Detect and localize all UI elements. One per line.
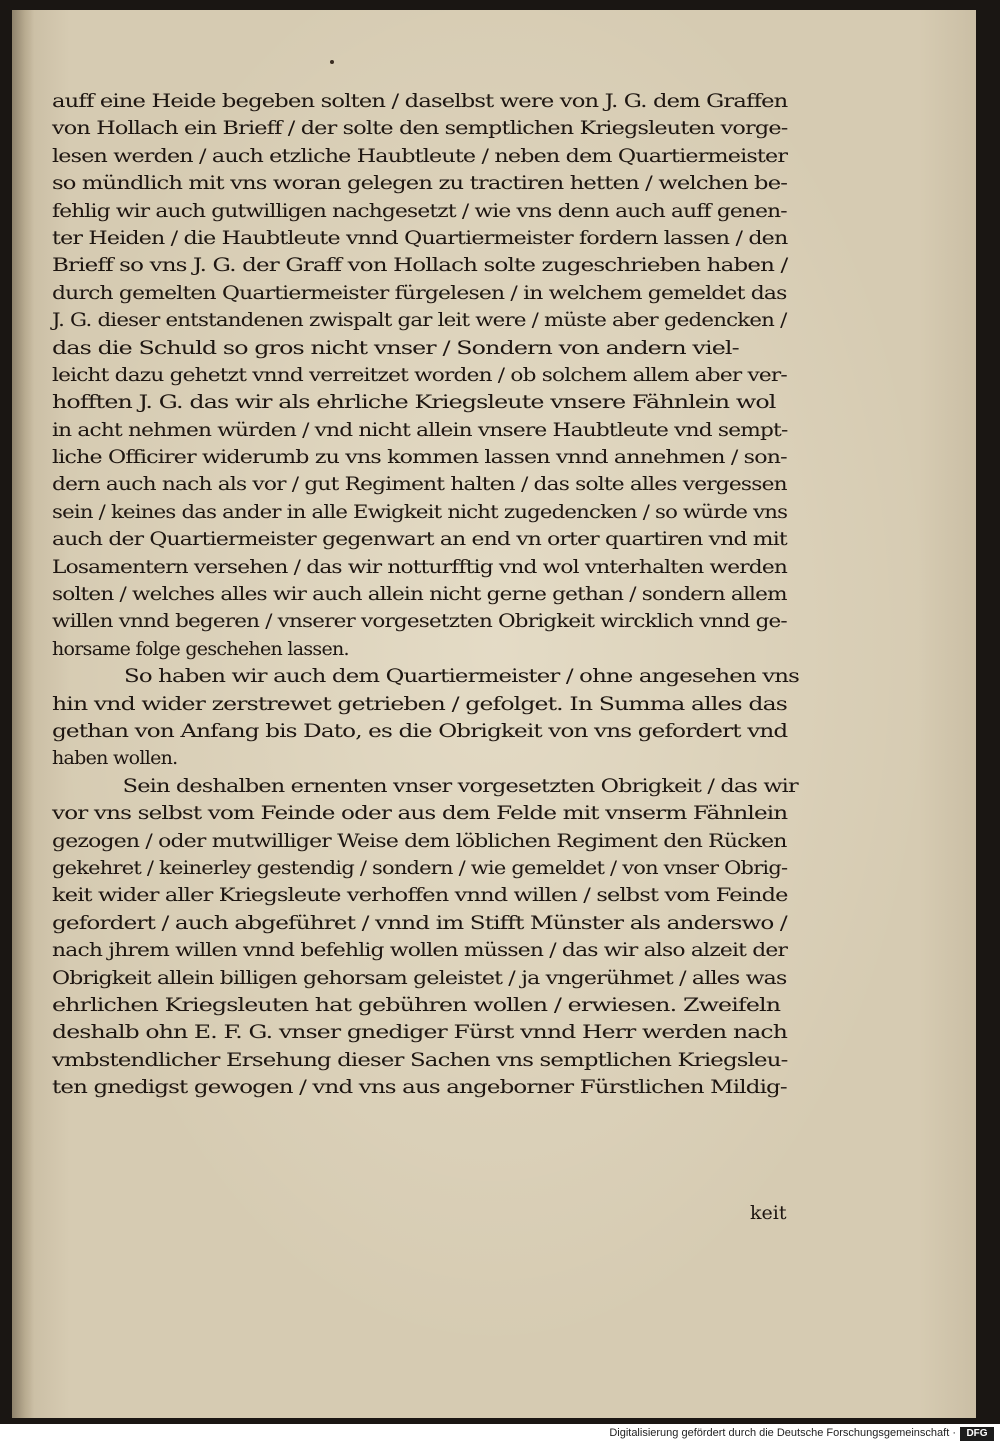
text-line: gethan von Anfang bis Dato, es die Obrigkeit von vns gefordert vnd	[52, 719, 788, 742]
text-line: so mündlich mit vns woran gelegen zu tractiren hetten / welchen be-	[52, 172, 788, 195]
text-line: ehrlichen Kriegsleuten hat gebühren wollen / erwiesen. Zweifeln	[52, 993, 781, 1016]
funding-credit: Digitalisierung gefördert durch die Deutsche Forschungsgemeinschaft ·	[609, 1427, 956, 1439]
text-line: vmbstendlicher Ersehung dieser Sachen vns semptlichen Kriegsleu-	[52, 1048, 788, 1071]
text-line: deshalb ohn E. F. G. vnser gnediger Fürst vnnd Herr werden nach	[52, 1021, 788, 1044]
text-line: liche Officirer widerumb zu vns kommen lassen vnnd annehmen / son-	[52, 446, 787, 469]
text-line: gekehret / keinerley gestendig / sondern / wie gemeldet / von vnser Obrig-	[52, 856, 788, 879]
text-line: durch gemelten Quartiermeister fürgelesen / in welchem gemeldet das	[52, 281, 787, 304]
text-line: ten gnedigst gewogen / vnd vns aus angeborner Fürstlichen Mildig-	[52, 1076, 787, 1099]
text-line: willen vnnd begeren / vnserer vorgesetzten Obrigkeit wircklich vnnd ge-	[52, 610, 787, 633]
text-line: J. G. dieser entstandenen zwispalt gar leit were / müste aber gedencken /	[52, 309, 787, 332]
text-line: ter Heiden / die Haubtleute vnnd Quartiermeister fordern lassen / den	[52, 226, 788, 249]
page-gutter-shadow	[12, 10, 34, 1418]
text-line: leicht dazu gehetzt vnnd verreitzet worden / ob solchem allem aber ver-	[52, 363, 787, 386]
text-line: von Hollach ein Brieff / der solte den semptlichen Kriegsleuten vorge-	[52, 117, 788, 140]
text-line: nach jhrem willen vnnd befehlig wollen müssen / das wir also alzeit der	[52, 939, 788, 962]
text-line: das die Schuld so gros nicht vnser / Sondern von andern viel-	[52, 336, 739, 359]
catchword: keit	[750, 1202, 787, 1224]
text-line: sein / keines das ander in alle Ewigkeit nicht zugedencken / so würde vns	[52, 500, 788, 523]
text-line: Losamentern versehen / das wir notturfftig vnd wol vnterhalten werden	[52, 555, 788, 578]
text-line: Obrigkeit allein billigen gehorsam geleistet / ja vngerühmet / alles was	[52, 966, 787, 989]
text-line: hofften J. G. das wir als ehrliche Kriegsleute vnsere Fähnlein wol	[52, 391, 776, 414]
text-line: keit wider aller Kriegsleute verhoffen vnnd willen / selbst vom Feinde	[52, 884, 788, 907]
text-line: dern auch nach als vor / gut Regiment halten / das solte alles vergessen	[52, 473, 787, 496]
text-line: auch der Quartiermeister gegenwart an end vn orter quartiren vnd mit	[52, 528, 787, 551]
text-line: horsame folge geschehen lassen.	[52, 637, 349, 660]
text-line: So haben wir auch dem Quartiermeister / ohne angesehen vns	[124, 665, 800, 688]
text-line: haben wollen.	[52, 747, 178, 770]
text-line: gefordert / auch abgeführet / vnnd im Stifft Münster als anderswo /	[52, 911, 787, 934]
text-line: in acht nehmen würden / vnd nicht allein vnsere Haubtleute vnd sempt-	[52, 418, 788, 441]
dfg-logo: DFG	[960, 1427, 994, 1441]
text-line: Sein deshalben ernenten vnser vorgesetzten Obrigkeit / das wir	[122, 774, 798, 797]
footer-bar	[0, 1424, 1000, 1444]
text-line: hin vnd wider zerstrewet getrieben / gefolget. In Summa alles das	[52, 692, 787, 715]
book-page	[12, 10, 976, 1418]
text-line: Brieff so vns J. G. der Graff von Hollach solte zugeschrieben haben /	[52, 254, 788, 277]
text-line: auff eine Heide begeben solten / daselbst were von J. G. dem Graffen	[52, 90, 788, 112]
ink-speck	[330, 60, 334, 64]
text-line: gezogen / oder mutwilliger Weise dem löblichen Regiment den Rücken	[52, 829, 787, 852]
text-line: solten / welches alles wir auch allein nicht gerne gethan / sondern allem	[52, 583, 787, 606]
text-line: vor vns selbst vom Feinde oder aus dem Felde mit vnserm Fähnlein	[52, 802, 788, 825]
text-line: fehlig wir auch gutwilligen nachgesetzt / wie vns denn auch auff genen-	[52, 199, 787, 222]
body-text	[52, 88, 800, 1101]
text-line: lesen werden / auch etzliche Haubtleute / neben dem Quartiermeister	[52, 144, 788, 167]
